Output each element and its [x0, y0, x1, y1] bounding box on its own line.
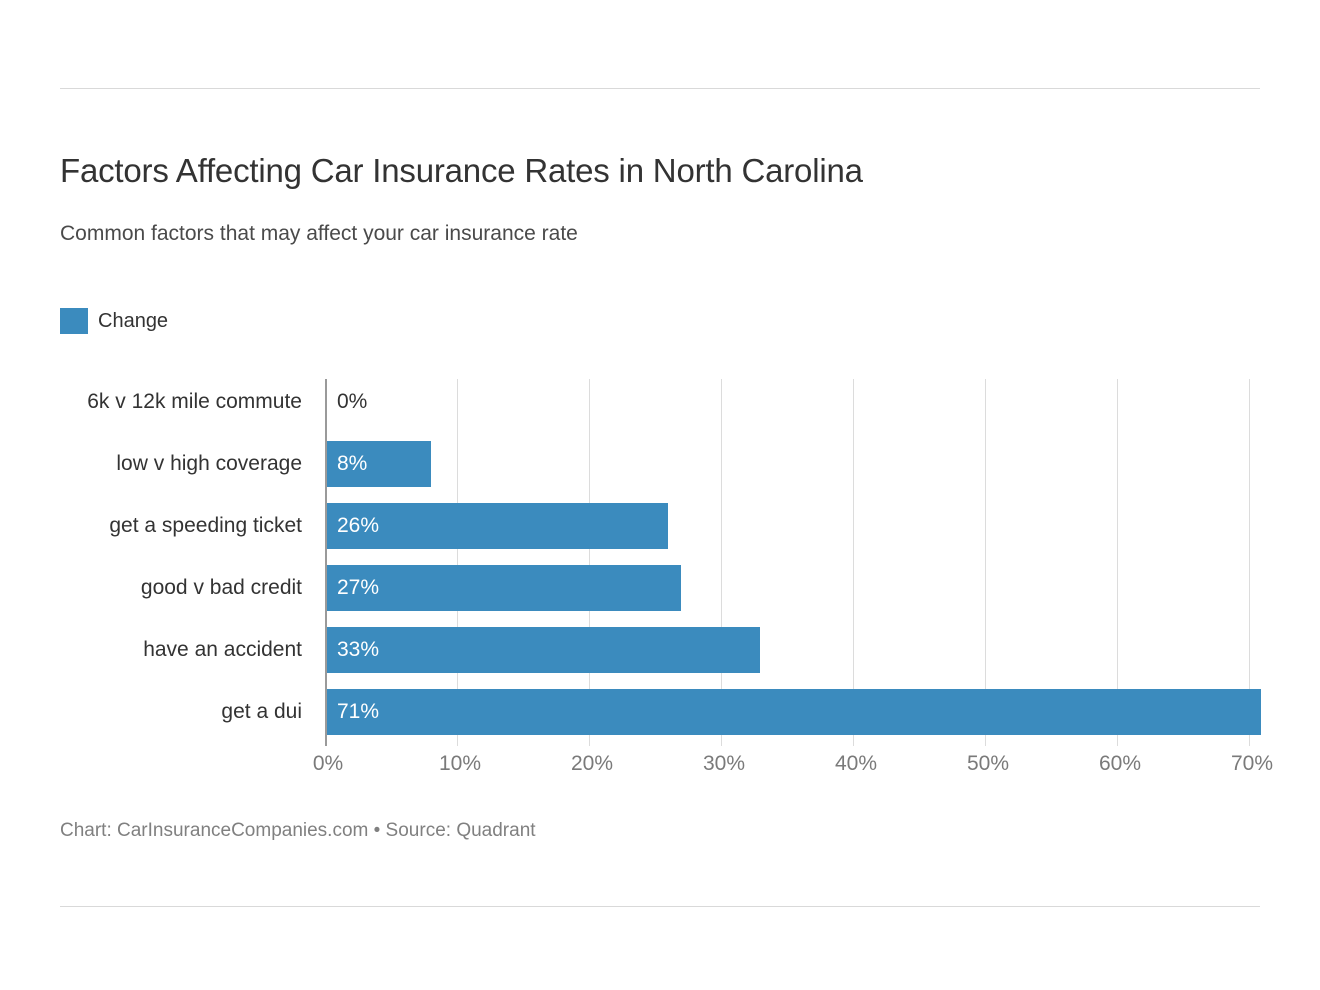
bar-value-0: 0% [337, 390, 368, 413]
x-tick-60: 60% [1098, 752, 1142, 775]
divider-bottom [60, 906, 1260, 907]
bar-row-4[interactable] [325, 627, 760, 673]
bar-value-2: 26% [337, 514, 380, 537]
category-label-1: low v high coverage [116, 452, 302, 475]
x-tick-30: 30% [702, 752, 746, 775]
bar-value-1: 8% [337, 452, 368, 475]
chart-legend [60, 308, 168, 334]
x-tick-50: 50% [966, 752, 1010, 775]
x-tick-40: 40% [834, 752, 878, 775]
chart-subtitle: Common factors that may affect your car insurance rate [60, 222, 578, 245]
x-tick-0: 0% [312, 752, 344, 775]
chart-title: Factors Affecting Car Insurance Rates in North Carolina [60, 152, 863, 189]
bar-5[interactable] [325, 689, 1261, 735]
bar-4[interactable] [325, 627, 760, 673]
bar-row-1[interactable] [325, 441, 431, 487]
category-label-2: get a speeding ticket [109, 514, 302, 537]
bar-value-3: 27% [337, 576, 380, 599]
chart-credit: Chart: CarInsuranceCompanies.com • Source: Quadrant [60, 820, 536, 841]
bars [325, 379, 1245, 746]
divider-top [60, 88, 1260, 89]
bar-value-4: 33% [337, 638, 380, 661]
x-tick-20: 20% [570, 752, 614, 775]
category-label-3: good v bad credit [140, 576, 302, 599]
plot-area [325, 379, 1245, 746]
legend-label-change: Change [98, 309, 169, 332]
category-label-0: 6k v 12k mile commute [87, 390, 302, 413]
x-tick-70: 70% [1230, 752, 1274, 775]
category-label-4: have an accident [143, 638, 302, 661]
bar-value-5: 71% [337, 700, 380, 723]
value-axis-ticks [312, 752, 1274, 784]
category-label-5: get a dui [221, 700, 302, 723]
x-tick-10: 10% [438, 752, 482, 775]
bar-row-3[interactable] [325, 565, 681, 611]
category-axis-labels [0, 379, 310, 746]
bar-row-2[interactable] [325, 503, 668, 549]
value-axis-line [325, 379, 327, 746]
legend-swatch-change [60, 308, 88, 334]
bar-row-5[interactable] [325, 689, 1261, 735]
